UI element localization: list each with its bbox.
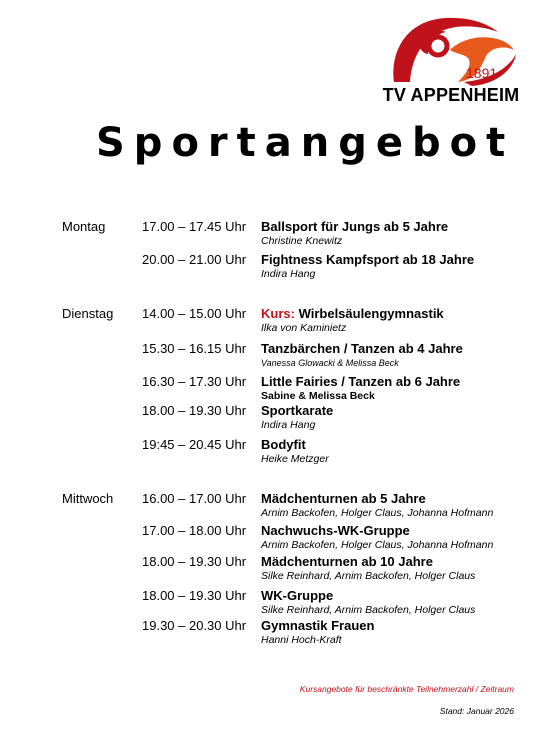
time-slot: 16.30 – 17.30 Uhr (142, 374, 247, 389)
schedule-row (0, 437, 544, 471)
schedule-row (0, 618, 544, 652)
trainer-name: Ilka von Kaminietz (261, 322, 347, 334)
schedule-row (0, 491, 544, 525)
kurs-label: Kurs: (261, 306, 295, 321)
time-slot: 18.00 – 19.30 Uhr (142, 554, 247, 569)
trainer-name: Hanni Hoch-Kraft (261, 634, 342, 646)
page-title: Sportangebot (96, 120, 515, 166)
time-slot: 19.30 – 20.30 Uhr (142, 618, 247, 633)
day-label-mittwoch: Mittwoch (62, 491, 114, 506)
course-name: Fightness Kampfsport ab 18 Jahre (261, 252, 475, 267)
time-slot: 15.30 – 16.15 Uhr (142, 341, 247, 356)
day-label-montag: Montag (62, 219, 106, 234)
course-limit-note: Kursangebote für beschränkte Teilnehmerzahl / Zeitraum (299, 684, 514, 694)
trainer-name: Arnim Backofen, Holger Claus, Johanna Hofmann (261, 539, 494, 551)
time-slot: 16.00 – 17.00 Uhr (142, 491, 247, 506)
brand-name: TV APPENHEIM (382, 85, 520, 105)
course-name: Ballsport für Jungs ab 5 Jahre (261, 219, 449, 234)
course-name: Mädchenturnen ab 5 Jahre (261, 491, 426, 506)
schedule-row (0, 523, 544, 557)
time-slot: 17.00 – 18.00 Uhr (142, 523, 247, 538)
trainer-name: Heike Metzger (261, 453, 329, 465)
trainer-name: Christine Knewitz (261, 235, 343, 247)
trainer-name: Silke Reinhard, Arnim Backofen, Holger Claus (261, 604, 476, 616)
schedule-row (0, 403, 544, 437)
course-name: Tanzbärchen / Tanzen ab 4 Jahre (261, 341, 463, 356)
schedule-row (0, 219, 544, 253)
time-slot: 17.00 – 17.45 Uhr (142, 219, 247, 234)
logo-year: 1891 (466, 65, 498, 81)
course-name: Little Fairies / Tanzen ab 6 Jahre (261, 374, 461, 389)
course-name: Mädchenturnen ab 10 Jahre (261, 554, 433, 569)
schedule-row (0, 554, 544, 588)
course-name: Sportkarate (261, 403, 334, 418)
course-name: Bodyfit (261, 437, 306, 452)
time-slot: 18.00 – 19.30 Uhr (142, 588, 247, 603)
trainer-name: Silke Reinhard, Arnim Backofen, Holger Claus (261, 570, 476, 582)
course-name (261, 306, 444, 321)
trainer-name: Sabine & Melissa Beck (261, 390, 375, 402)
schedule-row (0, 588, 544, 622)
day-label-dienstag: Dienstag (62, 306, 114, 321)
time-slot: 19:45 – 20.45 Uhr (142, 437, 247, 452)
time-slot: 14.00 – 15.00 Uhr (142, 306, 247, 321)
trainer-name: Vanessa Glowacki & Melissa Beck (261, 358, 399, 368)
logo-mark-icon (376, 10, 526, 90)
time-slot: 20.00 – 21.00 Uhr (142, 252, 247, 267)
course-name: Gymnastik Frauen (261, 618, 375, 633)
schedule-row (0, 252, 544, 286)
time-slot: 18.00 – 19.30 Uhr (142, 403, 247, 418)
trainer-name: Arnim Backofen, Holger Claus, Johanna Hofmann (261, 507, 494, 519)
schedule-row (0, 341, 544, 375)
trainer-name: Indira Hang (261, 419, 316, 431)
course-name: WK-Gruppe (261, 588, 334, 603)
course-name: Nachwuchs-WK-Gruppe (261, 523, 410, 538)
trainer-name: Indira Hang (261, 268, 316, 280)
course-title: Wirbelsäulengymnastik (294, 306, 444, 321)
stand-date: Stand: Januar 2026 (439, 706, 514, 716)
schedule-row (0, 306, 544, 340)
